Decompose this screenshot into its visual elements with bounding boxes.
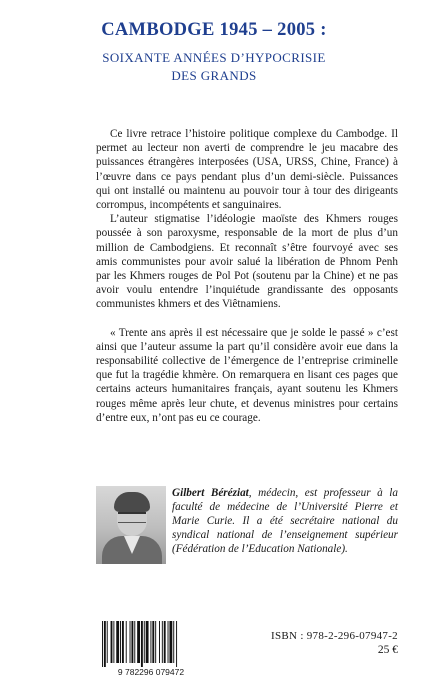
barcode-bar — [141, 621, 143, 667]
blurb-paragraph-3: « Trente ans après il est nécessaire que je solde le passé » c’est ainsi que l’auteur assume la part qu’il considère avoir eue dans la responsabilité collective de l’émergence de l’entreprise criminelle que fut la tragédie khmère. On remarquera en lisant ces pages que certains acteurs humanitaires français, ayant soutenu les Khmers rouges même après leur chute, et devenus ministres pour certains d’entre eux, n’ont pas eu ce courage. — [96, 326, 398, 424]
book-title: CAMBODGE 1945 – 2005 : — [101, 20, 327, 40]
barcode-bar — [120, 621, 121, 663]
barcode-bar — [176, 621, 177, 667]
barcode-bar — [134, 621, 135, 663]
barcode — [96, 619, 206, 677]
author-photo-hair — [114, 492, 150, 512]
barcode-bar — [107, 621, 108, 663]
blurb-paragraph-1: Ce livre retrace l’histoire politique complexe du Cambodge. Il permet au lecteur non averti de comprendre le jeu macabre des puissances étrangères interposées (USA, URSS, Chine, France) à l’œuvre dans ce pays pendant plus d’un demi-siècle. Puissances qui ont installé ou maintenu au pouvoir tour à tour des dirigeants corrompus, incompétents et sanguinaires. — [96, 128, 398, 212]
barcode-bar — [159, 621, 160, 663]
author-bio-text: , médecin, est professeur à la faculté de médecine de l’Université Pierre et Marie Curie. Il a été secrétaire national du syndical national de l’enseignement supérieur (Fédération de l’Education Nationale). — [172, 487, 398, 555]
barcode-bar — [111, 621, 113, 663]
barcode-bar — [116, 621, 119, 663]
barcode-bar — [144, 621, 145, 663]
barcode-bar — [152, 621, 154, 663]
barcode-bar — [137, 621, 140, 663]
barcode-bar — [102, 621, 103, 667]
book-subtitle — [0, 49, 428, 85]
author-bio — [172, 486, 398, 556]
barcode-bar — [150, 621, 151, 663]
barcode-bar — [162, 621, 163, 663]
barcode-bar — [164, 621, 166, 663]
barcode-bar — [122, 621, 124, 663]
subtitle-line-1: SOIXANTE ANNÉES D’HYPOCRISIE — [102, 50, 326, 65]
isbn: ISBN : 978-2-296-07947-2 — [271, 630, 398, 642]
barcode-bar — [173, 621, 174, 663]
price: 25 € — [377, 644, 398, 656]
barcode-bars — [102, 621, 177, 667]
barcode-bar — [131, 621, 133, 663]
barcode-bar — [113, 621, 114, 663]
barcode-bar — [130, 621, 131, 663]
barcode-number: 9 782296 079472 — [117, 667, 185, 677]
barcode-bar — [126, 621, 127, 663]
author-name: Gilbert Béréziat — [172, 487, 249, 499]
blurb-paragraph-2: L’auteur stigmatise l’idéologie maoïste des Khmers rouges poussée à son paroxysme, responsable de la mort de plus d’un million de Cambodgiens. Et reconnaît s’être fourvoyé avec ses amis communistes pour avoir salué la libération de Phnom Penh par les Khmers rouges de Pol Pot (soutenu par la Chine) et ne pas avoir voulu entendre l’inquiétude grandissante des opposants communistes khmers et des Viêtnamiens. — [96, 213, 398, 311]
barcode-bar — [155, 621, 156, 663]
blurb-text — [96, 127, 398, 425]
author-photo — [96, 486, 166, 564]
subtitle-line-2: DES GRANDS — [171, 68, 257, 83]
barcode-bar — [104, 621, 106, 667]
barcode-bar — [169, 621, 172, 663]
author-photo-glasses — [118, 512, 146, 523]
barcode-bar — [168, 621, 169, 663]
barcode-bar — [146, 621, 149, 663]
